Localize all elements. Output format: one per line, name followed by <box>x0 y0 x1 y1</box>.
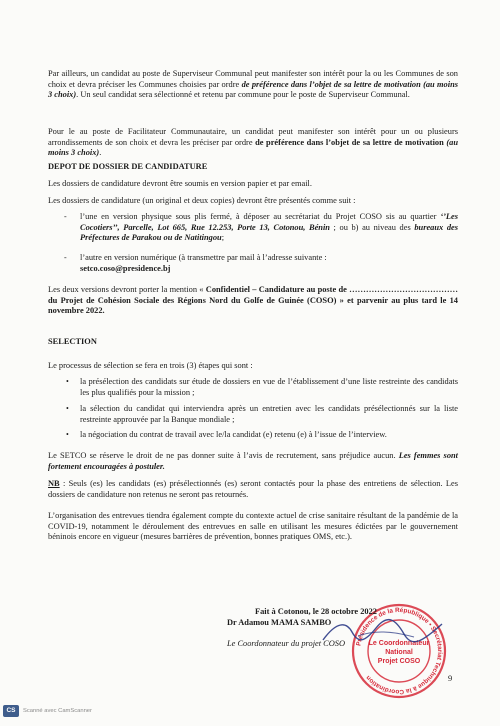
paragraph-nb <box>48 479 458 500</box>
paragraph-emphasis: de préférence dans l’objet de sa lettre de motivation <box>255 137 444 147</box>
paragraph-text: Pour le au poste de Facilitateur Communautaire, un candidat peut manifester son intérêt pour un ou plusieurs arrondissements de son choix et devra les préciser par ordre <box>48 127 458 147</box>
bullet-marker: - <box>64 253 67 262</box>
paragraph-emphasis: de préférence dans l’objet de sa lettre de motivation (au moins 3 choix) <box>48 79 458 100</box>
bullet-marker: - <box>64 212 67 221</box>
paragraph-text: Par ailleurs, un candidat au poste de Superviseur Communal peut manifester son intérêt pour la ou les Communes de son choix et devra préciser les Communes choisies par ordre <box>48 69 458 89</box>
bullet-marker: • <box>66 404 69 413</box>
paragraph-superviseur <box>48 69 458 101</box>
depot-bullet-physique <box>80 212 458 244</box>
stamp-ring-text: Présidence de la République • Secrétariat Technique à la Coordination <box>355 606 444 696</box>
bullet-text: l’une en version physique sous plis fermé, à déposer au secrétariat du Projet COSO sis au quartier <box>80 212 441 221</box>
paragraph-emphasis: Les femmes sont fortement encouragées à postuler. <box>48 451 458 471</box>
depot-line-1: Les dossiers de candidature devront être soumis en version papier et par email. <box>48 179 312 188</box>
scanner-text: Scanné avec CamScanner <box>23 707 92 714</box>
stamp-line-3: Projet COSO <box>377 658 421 665</box>
stamp-line-1: Le Coordonnateur <box>368 640 430 647</box>
page-number: 9 <box>448 674 453 683</box>
paragraph-text: . Un seul candidat sera sélectionné et retenu par commune pour le poste de Superviseur Communal. <box>76 90 410 100</box>
selection-step-2: la sélection du candidat qui interviendra après un entretien avec les candidats présélectionnés sur la liste restreinte approuvée par la Banque mondiale ; <box>80 404 458 424</box>
bullet-emphasis: ‘’Les Cocotiers’’, Parcelle, Lot 665, Rue 12.253, Porte 13, Cotonou, Bénin <box>80 212 458 232</box>
bullet-marker: • <box>66 377 69 386</box>
depot-bullet-numerique: l’autre en version numérique (à transmettre par mail à l’adresse suivante : <box>80 253 327 262</box>
selection-intro: Le processus de sélection se fera en trois (3) étapes qui sont : <box>48 361 253 370</box>
paragraph-reserve <box>48 451 458 472</box>
nb-label: NB <box>48 479 60 488</box>
bullet-emphasis: bureaux des Préfectures de Parakou ou de Natitingou <box>80 222 458 243</box>
paragraph-text: : Seuls (es) les candidats (es) présélectionnés (es) seront contactés pour la phase des entretiens de sélection. Les dossiers de candidature non retenus ne seront pas retournés. <box>48 479 458 499</box>
selection-step-3: la négociation du contrat de travail avec le/la candidat (e) retenu (e) à l’issue de l’interview. <box>80 430 387 439</box>
signature-place-date: Fait à Cotonou, le 28 octobre 2022 <box>255 607 377 616</box>
depot-email[interactable]: setco.coso@presidence.bj <box>80 264 171 273</box>
camscanner-logo-icon: CS <box>3 705 19 717</box>
selection-step-1: la présélection des candidats sur étude de dossiers en vue de l’établissement d’une liste restreinte des candidats les plus qualifiés pour la mission ; <box>80 377 458 397</box>
paragraph-mention <box>48 285 458 317</box>
signature-name: Dr Adamou MAMA SAMBO <box>227 618 332 627</box>
paragraph-organisation: L’organisation des entrevues tiendra également compte du contexte actuel de crise sanitaire résultant de la pandémie de la COVID-19, notamment le déroulement des entrevues en salle en utilisant les mesures édictées par le gouvernement béninois encore en vigueur (mesures barrières de prévention, bonnes pratiques OMS, etc.). <box>48 511 458 542</box>
scanner-watermark <box>3 705 92 717</box>
signature-role: Le Coordonnateur du projet COSO <box>227 639 346 648</box>
section-heading-depot: DEPOT DE DOSSIER DE CANDIDATURE <box>48 162 208 171</box>
paragraph-facilitateur <box>48 127 458 159</box>
depot-line-2: Les dossiers de candidature (un original et deux copies) devront être présentés comme suit : <box>48 196 356 205</box>
paragraph-text: Le SETCO se réserve le droit de ne pas donner suite à l’avis de recrutement, sans préjudice aucun. <box>48 451 399 460</box>
section-heading-selection: SELECTION <box>48 337 97 346</box>
bullet-text: ; <box>221 233 225 243</box>
paragraph-emphasis: Confidentiel – Candidature au poste de ………………………………… du Projet de Cohésion Sociale des Régions Nord du Golfe de Guinée (COSO) » et parvenir au plus tard le 14 novembre 2022. <box>48 285 458 316</box>
bullet-text: ; ou b) au niveau des <box>329 222 415 232</box>
bullet-marker: • <box>66 430 69 439</box>
paragraph-emphasis: (au moins 3 choix) <box>48 137 458 158</box>
stamp-line-2: National <box>385 649 413 656</box>
paragraph-text: . <box>99 148 102 158</box>
paragraph-text: Les deux versions devront porter la mention « <box>48 285 206 294</box>
